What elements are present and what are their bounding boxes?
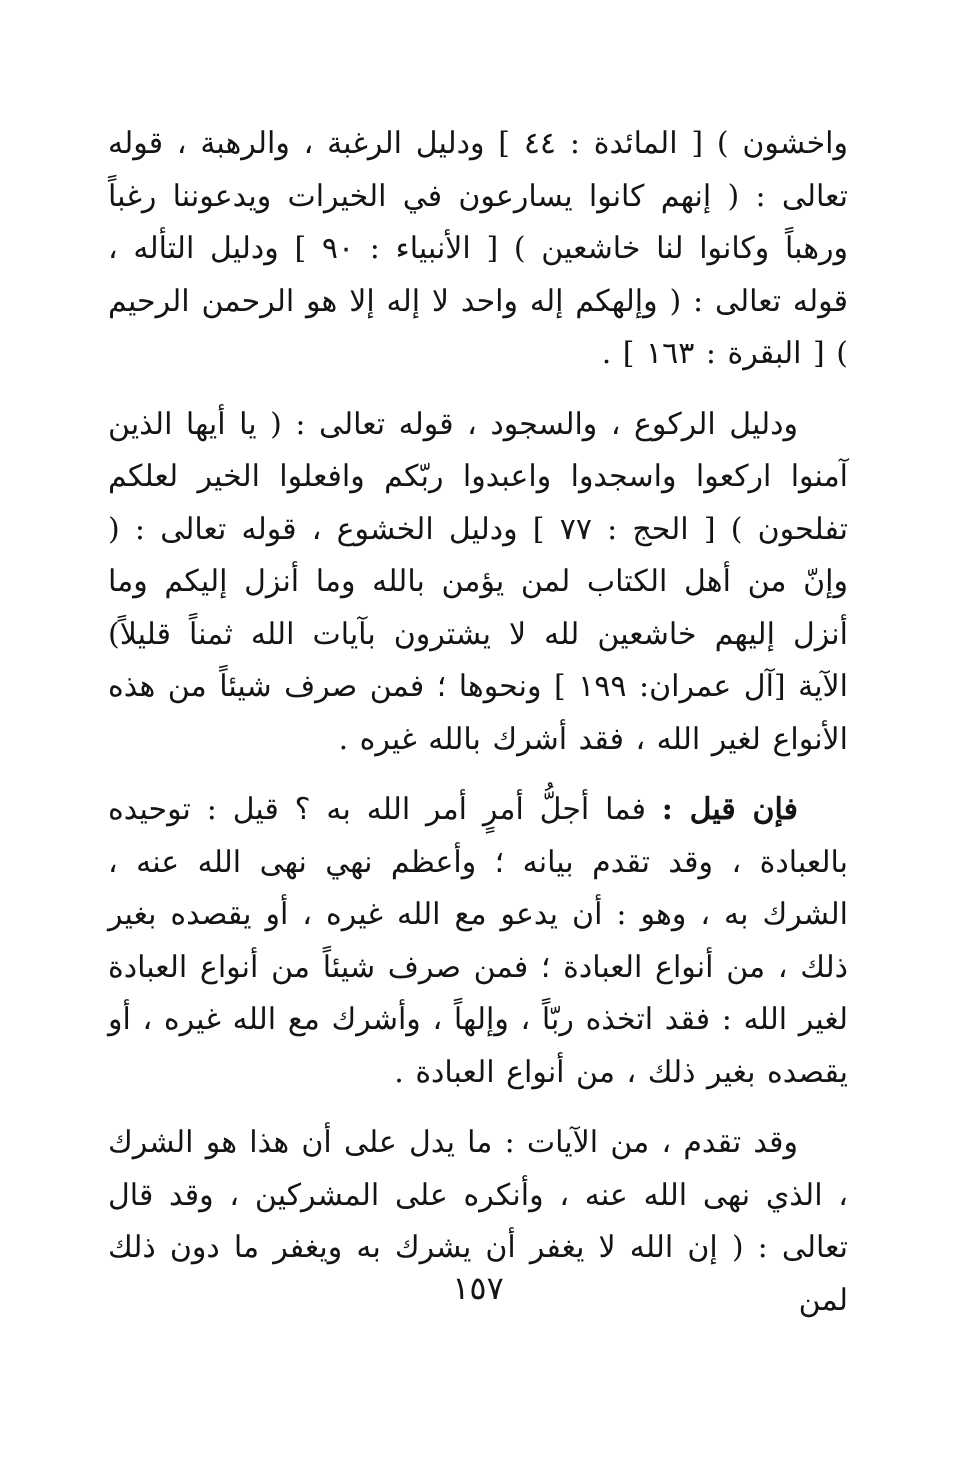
paragraph-1-text: واخشون ) [ المائدة : ٤٤ ] ودليل الرغبة ، والرهبة ، قوله تعالى : ( إنهم كانوا يسارعون في الخيرات ويدعوننا رغباً ورهباً وكانوا لنا خاشعين ) [ الأنبياء : ٩٠ ] ودليل التأله ، قوله تعالى : ( وإلهكم إله واحد لا إله إلا هو الرحمن الرحيم ) [ البقرة : ١٦٣ ] . xyxy=(108,126,848,371)
paragraph-2-text: ودليل الركوع ، والسجود ، قوله تعالى : ( يا أيها الذين آمنوا اركعوا واسجدوا واعبدوا ربّكم وافعلوا الخير لعلكم تفلحون ) [ الحج : ٧٧ ] ودليل الخشوع ، قوله تعالى : ( وإنّ من أهل الكتاب لمن يؤمن بالله وما أنزل إليكم وما أنزل إليهم خاشعين لله لا يشترون بآيات الله ثمناً قليلاً) الآية [آل عمران: ١٩٩ ] ونحوها ؛ فمن صرف شيئاً من هذه الأنواع لغير الله ، فقد أشرك بالله غيره . xyxy=(108,406,848,757)
page-number: ١٥٧ xyxy=(452,1269,504,1307)
paragraph-3-text: فما أجلُّ أمرٍ أمر الله به ؟ قيل : توحيده بالعبادة ، وقد تقدم بيانه ؛ وأعظم نهي نهى الله عنه ، الشرك به ، وهو : أن يدعو مع الله غيره ، أو يقصده بغير ذلك ، من أنواع العبادة ؛ فمن صرف شيئاً من أنواع العبادة لغير الله : فقد اتخذه ربّاً ، وإلهاً ، وأشرك مع الله غيره ، أو يقصده بغير ذلك ، من أنواع العبادة . xyxy=(108,792,848,1090)
body-text xyxy=(108,118,848,1327)
paragraph-3-lead: فإن قيل : xyxy=(661,792,798,827)
paragraph-4-text: وقد تقدم ، من الآيات : ما يدل على أن هذا هو الشرك ، الذي نهى الله عنه ، وأنكره على المشركين ، وقد قال تعالى : ( إن الله لا يغفر أن يشرك به ويغفر ما دون ذلك لمن xyxy=(108,1125,848,1318)
paragraph-3 xyxy=(108,784,848,1099)
paragraph-2 xyxy=(108,399,848,767)
paragraph-1 xyxy=(108,118,848,381)
